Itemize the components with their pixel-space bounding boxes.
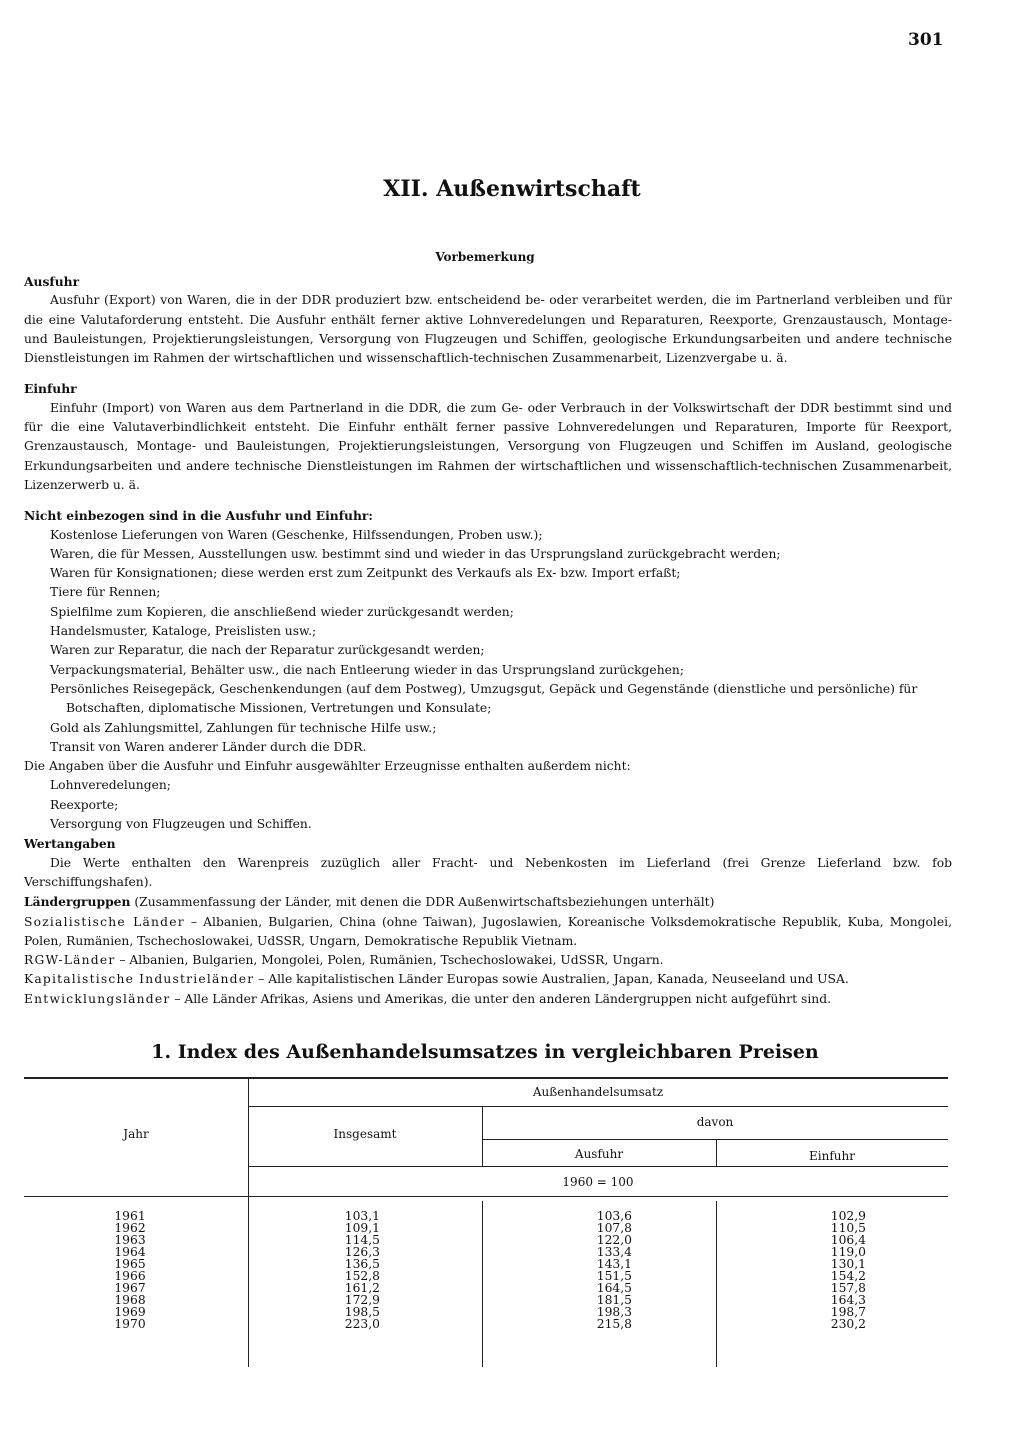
table-cell-imports: 157,8 (830, 1281, 866, 1295)
country-group-name: Sozialistische Länder (24, 914, 185, 929)
table-cell-year: 1967 (114, 1281, 146, 1295)
table-cell-year: 1968 (114, 1293, 146, 1307)
preliminary-remark-title: Vorbemerkung (435, 250, 535, 264)
table-cell-exports: 103,6 (596, 1209, 632, 1223)
country-groups-description: (Zusammenfassung der Länder, mit denen die DDR Außenwirtschaftsbeziehungen unterhält) (130, 895, 715, 910)
additional-exclusions-intro: Die Angaben über die Ausfuhr und Einfuhr ausgewählter Erzeugnisse enthalten außerdem nicht: (24, 759, 631, 774)
ausfuhr-text: Ausfuhr (Export) von Waren, die in der DDR produziert bzw. entscheidend be- oder verarbeitet werden, die im Partnerland verbleiben und für die eine Valutaforderung entsteht. Die Ausfuhr enthält ferner aktive Lohnveredelungen und Reparaturen, Reexporte, Grenzaustausch, Montage- und Bauleistungen, Projektierungsleistungen, Versorgung von Flugzeugen und Schiffen, geologische Erkundungsarbeiten und andere technische Dienstleistungen im Rahmen der wirtschaftlichen und wissenschaftlich-technischen Zusammenarbeit, Lizenzvergabe u. ä. (24, 293, 952, 366)
country-group-members: – Alle Länder Afrikas, Asiens und Amerikas, die unter den anderen Ländergruppen nicht aufgeführt sind. (170, 991, 831, 1006)
table-cell-year: 1964 (114, 1245, 146, 1259)
table-cell-imports: 154,2 (830, 1269, 866, 1283)
country-group-name: RGW-Länder (24, 953, 116, 968)
column-rule (248, 1077, 249, 1367)
wertangaben-text: Die Werte enthalten den Warenpreis zuzüglich aller Fracht- und Nebenkosten im Lieferland (frei Grenze Lieferland bzw. fob Verschiffungshafen). (24, 855, 952, 889)
table-cell-year: 1963 (114, 1233, 146, 1247)
exclusion-item: Waren, die für Messen, Ausstellungen usw. bestimmt sind und wieder in das Ursprungsland zurückgebracht werden; (50, 546, 781, 561)
imports-column (806, 1210, 866, 1330)
exclusion-item: Waren zur Reparatur, die nach der Reparatur zurückgesandt werden; (50, 643, 485, 658)
table-cell-year: 1961 (114, 1209, 146, 1223)
country-groups-heading (24, 892, 952, 912)
country-group-members: – Alle kapitalistischen Länder Europas sowie Australien, Japan, Kanada, Neuseeland und USA. (254, 972, 849, 987)
country-groups-label: Ländergruppen (24, 894, 131, 910)
table-cell-total: 161,2 (344, 1281, 380, 1295)
total-column (320, 1210, 380, 1330)
exclusion-item: Persönliches Reisegepäck, Geschenkendungen (auf dem Postweg), Umzugsgut, Gepäck und Gegenstände (dienstliche und persönliche) für (50, 681, 918, 696)
header-foreign-trade-turnover: Außenhandelsumsatz (532, 1085, 664, 1099)
exclusion-item: Tiere für Rennen; (50, 585, 161, 600)
table-cell-imports: 164,3 (830, 1293, 866, 1307)
header-rule (482, 1139, 948, 1140)
table-title: 1. Index des Außenhandelsumsatzes in vergleichbaren Preisen (151, 1041, 819, 1063)
country-group-name: Entwicklungsländer (24, 991, 171, 1006)
table-cell-imports: 110,5 (830, 1221, 866, 1235)
exclusion-item: Kostenlose Lieferungen von Waren (Geschenke, Hilfssendungen, Proben usw.); (50, 527, 543, 542)
header-year: Jahr (123, 1127, 149, 1141)
header-total: Insgesamt (333, 1127, 397, 1141)
country-group-socialist (24, 913, 952, 952)
additional-exclusion-item: Versorgung von Flugzeugen und Schiffen. (50, 817, 312, 832)
table-cell-exports: 164,5 (596, 1281, 632, 1295)
page-number: 301 (908, 30, 944, 50)
table-cell-year: 1970 (114, 1317, 146, 1331)
foreign-trade-index-table (24, 1077, 948, 1367)
table-cell-exports: 133,4 (596, 1245, 632, 1259)
table-cell-total: 152,8 (344, 1269, 380, 1283)
table-cell-exports: 198,3 (596, 1305, 632, 1319)
einfuhr-text: Einfuhr (Import) von Waren aus dem Partnerland in die DDR, die zum Ge- oder Verbrauch in der Volkswirtschaft der DDR bestimmt sind und für die eine Valutaverbindlichkeit entsteht. Die Einfuhr enthält ferner passive Lohnveredelungen und Reparaturen, Importe für Reexport, Grenzaustausch, Montage- und Bauleistungen, Projektierungsleistungen, Versorgung von Flugzeugen und Schiffen im Ausland, geologische Erkundungsarbeiten und andere technische Dienstleistungen im Rahmen der wirtschaftlichen und wissenschaftlich-technischen Zusammenarbeit, Lizenzerwerb u. ä. (24, 400, 952, 492)
exclusion-item: Waren für Konsignationen; diese werden erst zum Zeitpunkt des Verkaufs als Ex- bzw. Import erfaßt; (50, 566, 681, 581)
additional-exclusion-item: Reexporte; (50, 797, 119, 812)
table-cell-imports: 230,2 (830, 1317, 866, 1331)
table-cell-year: 1969 (114, 1305, 146, 1319)
ausfuhr-heading: Ausfuhr (24, 274, 80, 289)
table-cell-total: 172,9 (344, 1293, 380, 1307)
header-bottom-rule (24, 1196, 948, 1197)
country-group-members: – Albanien, Bulgarien, China (ohne Taiwan), Jugoslawien, Koreanische Volksdemokratische Republik, Kuba, Mongolei, Polen, Rumänien, Tschechoslowakei, UdSSR, Ungarn, Demokratische Republik Vietnam. (24, 914, 952, 948)
exclusion-item: Gold als Zahlungsmittel, Zahlungen für technische Hilfe usw.; (50, 720, 437, 735)
exclusion-item: Verpackungsmaterial, Behälter usw., die nach Entleerung wieder in das Ursprungsland zurückgehen; (50, 662, 684, 677)
exports-column (572, 1210, 632, 1330)
table-cell-imports: 198,7 (830, 1305, 866, 1319)
header-base-year: 1960 = 100 (562, 1175, 634, 1189)
country-group-members: – Albanien, Bulgarien, Mongolei, Polen, Rumänien, Tschechoslowakei, UdSSR, Ungarn. (115, 953, 664, 968)
chapter-title: XII. Außenwirtschaft (383, 176, 641, 202)
table-cell-imports: 119,0 (830, 1245, 866, 1259)
table-cell-exports: 107,8 (596, 1221, 632, 1235)
table-cell-year: 1962 (114, 1221, 146, 1235)
table-cell-exports: 122,0 (596, 1233, 632, 1247)
header-rule (248, 1106, 948, 1107)
header-rule (248, 1166, 948, 1167)
table-top-rule (24, 1077, 948, 1079)
table-cell-imports: 102,9 (830, 1209, 866, 1223)
country-group-developing (24, 990, 952, 1009)
column-rule (716, 1201, 717, 1367)
table-cell-imports: 106,4 (830, 1233, 866, 1247)
table-cell-year: 1966 (114, 1269, 146, 1283)
country-group-rgw (24, 951, 952, 970)
einfuhr-heading: Einfuhr (24, 381, 77, 397)
header-thereof: davon (696, 1115, 734, 1129)
table-cell-imports: 130,1 (830, 1257, 866, 1271)
table-cell-total: 103,1 (344, 1209, 380, 1223)
column-rule (482, 1201, 483, 1367)
header-imports: Einfuhr (809, 1149, 855, 1163)
table-cell-exports: 181,5 (596, 1293, 632, 1307)
exclusions-heading: Nicht einbezogen sind in die Ausfuhr und Einfuhr: (24, 508, 373, 524)
country-group-name: Kapitalistische Industrieländer (24, 972, 255, 987)
exclusion-item: Handelsmuster, Kataloge, Preislisten usw.; (50, 624, 317, 639)
table-cell-exports: 215,8 (596, 1317, 632, 1331)
wertangaben-heading: Wertangaben (24, 836, 116, 852)
year-column (100, 1210, 160, 1330)
exclusion-item-continued: Botschaften, diplomatische Missionen, Vertretungen und Konsulate; (66, 701, 492, 716)
table-cell-year: 1965 (114, 1257, 146, 1271)
table-cell-total: 114,5 (344, 1233, 380, 1247)
additional-exclusion-item: Lohnveredelungen; (50, 778, 171, 793)
exclusion-item: Transit von Waren anderer Länder durch die DDR. (50, 739, 367, 754)
table-cell-total: 136,5 (344, 1257, 380, 1271)
preliminary-remarks (24, 272, 952, 1009)
table-cell-total: 109,1 (344, 1221, 380, 1235)
country-group-capitalist (24, 970, 952, 989)
table-cell-total: 126,3 (344, 1245, 380, 1259)
table-cell-total: 223,0 (344, 1317, 380, 1331)
exclusion-item: Spielfilme zum Kopieren, die anschließend wieder zurückgesandt werden; (50, 604, 514, 619)
table-cell-exports: 151,5 (596, 1269, 632, 1283)
header-exports: Ausfuhr (574, 1147, 624, 1161)
table-cell-exports: 143,1 (596, 1257, 632, 1271)
table-cell-total: 198,5 (344, 1305, 380, 1319)
